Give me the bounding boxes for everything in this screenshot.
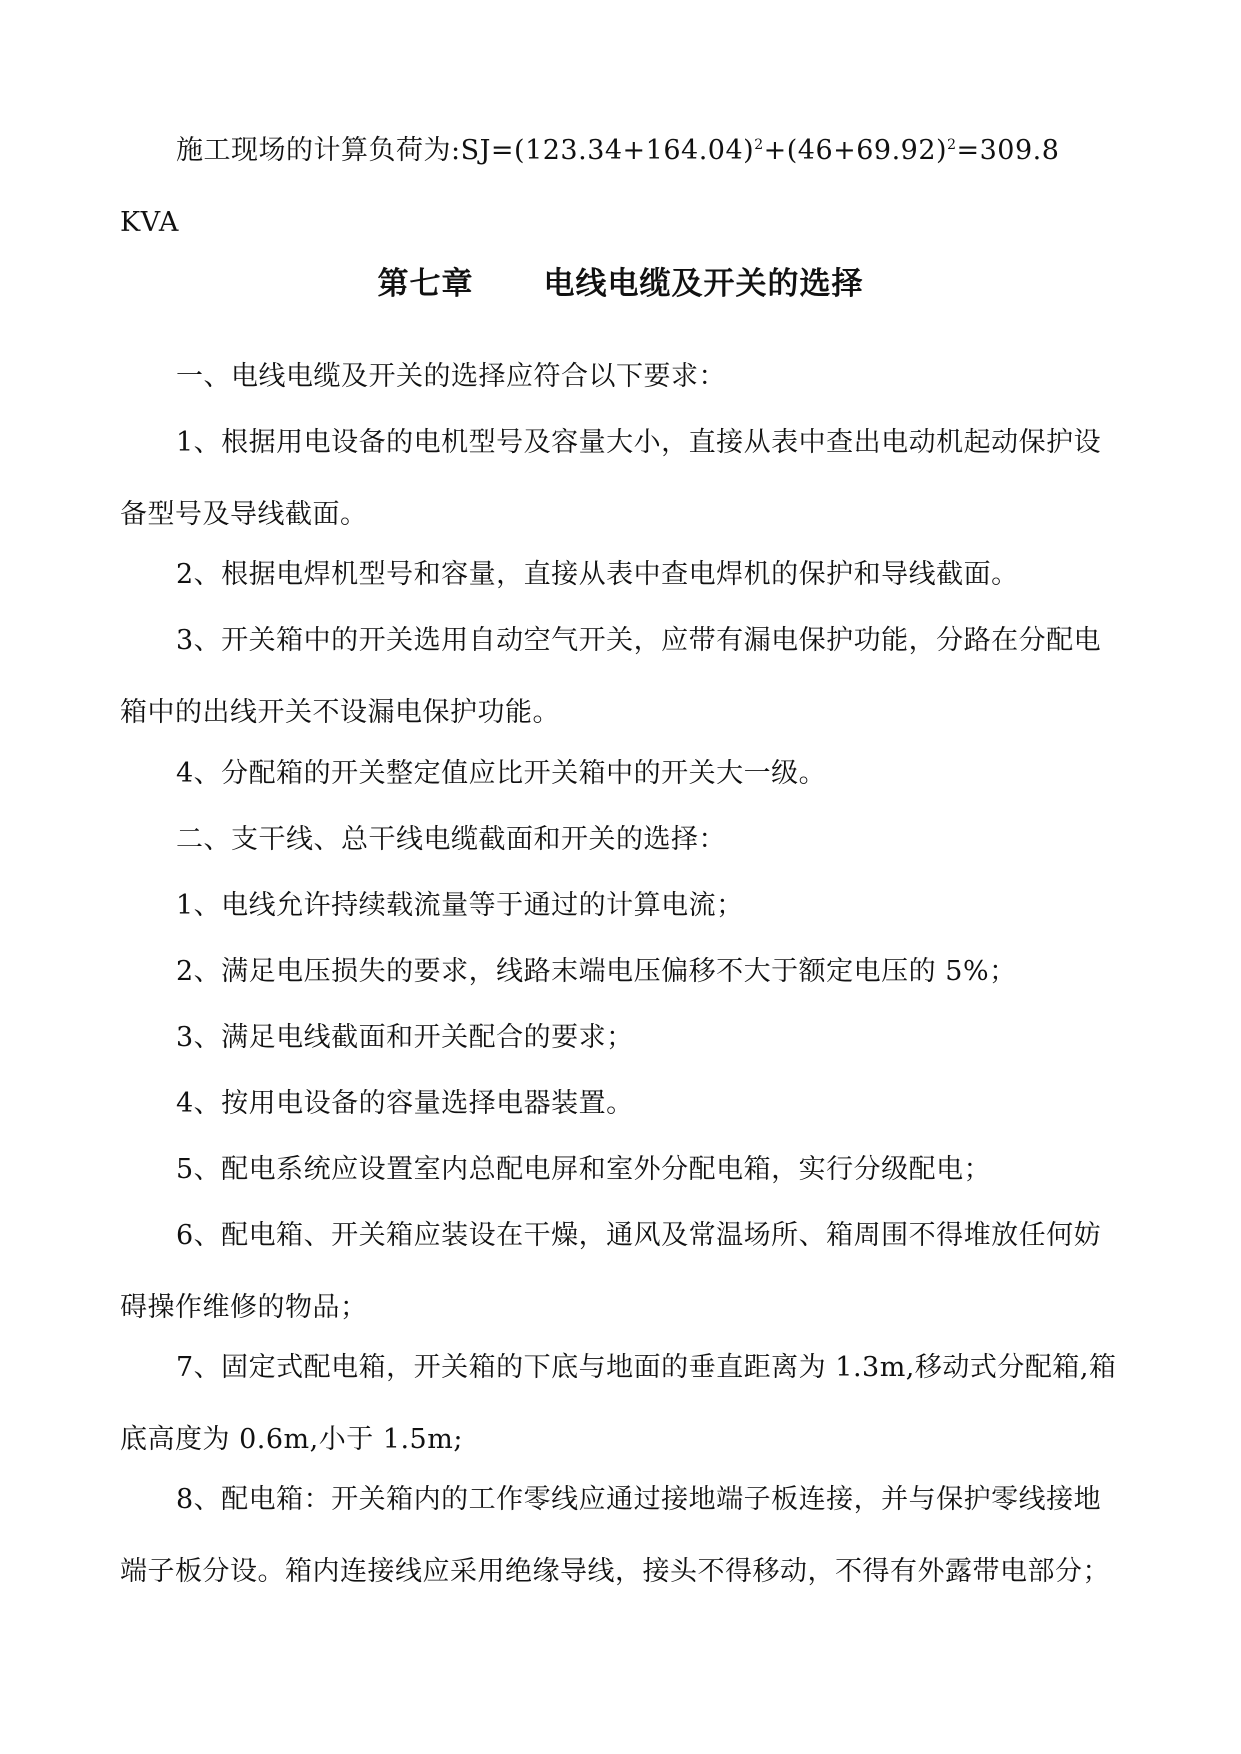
paragraph: 2、满足电压损失的要求，线路末端电压偏移不大于额定电压的 5%； — [176, 956, 1017, 987]
paragraph: 6、配电箱、开关箱应装设在干燥，通风及常温场所、箱周围不得堆放任何妨碍操作维修的物品； — [120, 1220, 1102, 1323]
formula-middle: +(46+69.92) — [763, 135, 948, 166]
paragraph: 1、根据用电设备的电机型号及容量大小，直接从表中查出电动机起动保护设备型号及导线截面。 — [120, 427, 1102, 530]
load-formula-line — [120, 115, 1120, 259]
paragraph: 4、分配箱的开关整定值应比开关箱中的开关大一级。 — [176, 758, 827, 789]
paragraph: 3、开关箱中的开关选用自动空气开关，应带有漏电保护功能，分路在分配电箱中的出线开关不设漏电保护功能。 — [120, 625, 1102, 728]
formula-suffix: =309.8 KVA — [120, 135, 1060, 238]
paragraph: 7、固定式配电箱，开关箱的下底与地面的垂直距离为 1.3m,移动式分配箱,箱底高度为 0.6m,小于 1.5m; — [120, 1352, 1117, 1455]
paragraph: 5、配电系统应设置室内总配电屏和室外分配电箱，实行分级配电； — [176, 1154, 992, 1185]
paragraph: 8、配电箱：开关箱内的工作零线应通过接地端子板连接，并与保护零线接地端子板分设。箱内连接线应采用绝缘导线，接头不得移动，不得有外露带电部分； — [120, 1484, 1110, 1587]
paragraph: 1、电线允许持续载流量等于通过的计算电流； — [176, 890, 744, 921]
paragraph: 4、按用电设备的容量选择电器装置。 — [176, 1088, 634, 1119]
chapter-number: 第七章 — [377, 266, 474, 302]
paragraph: 3、满足电线截面和开关配合的要求； — [176, 1022, 634, 1053]
paragraph: 二、支干线、总干线电缆截面和开关的选择： — [176, 824, 726, 855]
formula-exponent-1: 2 — [754, 137, 764, 153]
formula-prefix: 施工现场的计算负荷为:SJ=(123.34+164.04) — [176, 135, 755, 166]
formula-exponent-2: 2 — [947, 137, 957, 153]
chapter-title: 电线电缆及开关的选择 — [543, 266, 864, 302]
chapter-heading — [0, 258, 1241, 303]
paragraph: 2、根据电焊机型号和容量，直接从表中查电焊机的保护和导线截面。 — [176, 559, 1019, 590]
paragraph: 一、电线电缆及开关的选择应符合以下要求： — [176, 361, 726, 392]
